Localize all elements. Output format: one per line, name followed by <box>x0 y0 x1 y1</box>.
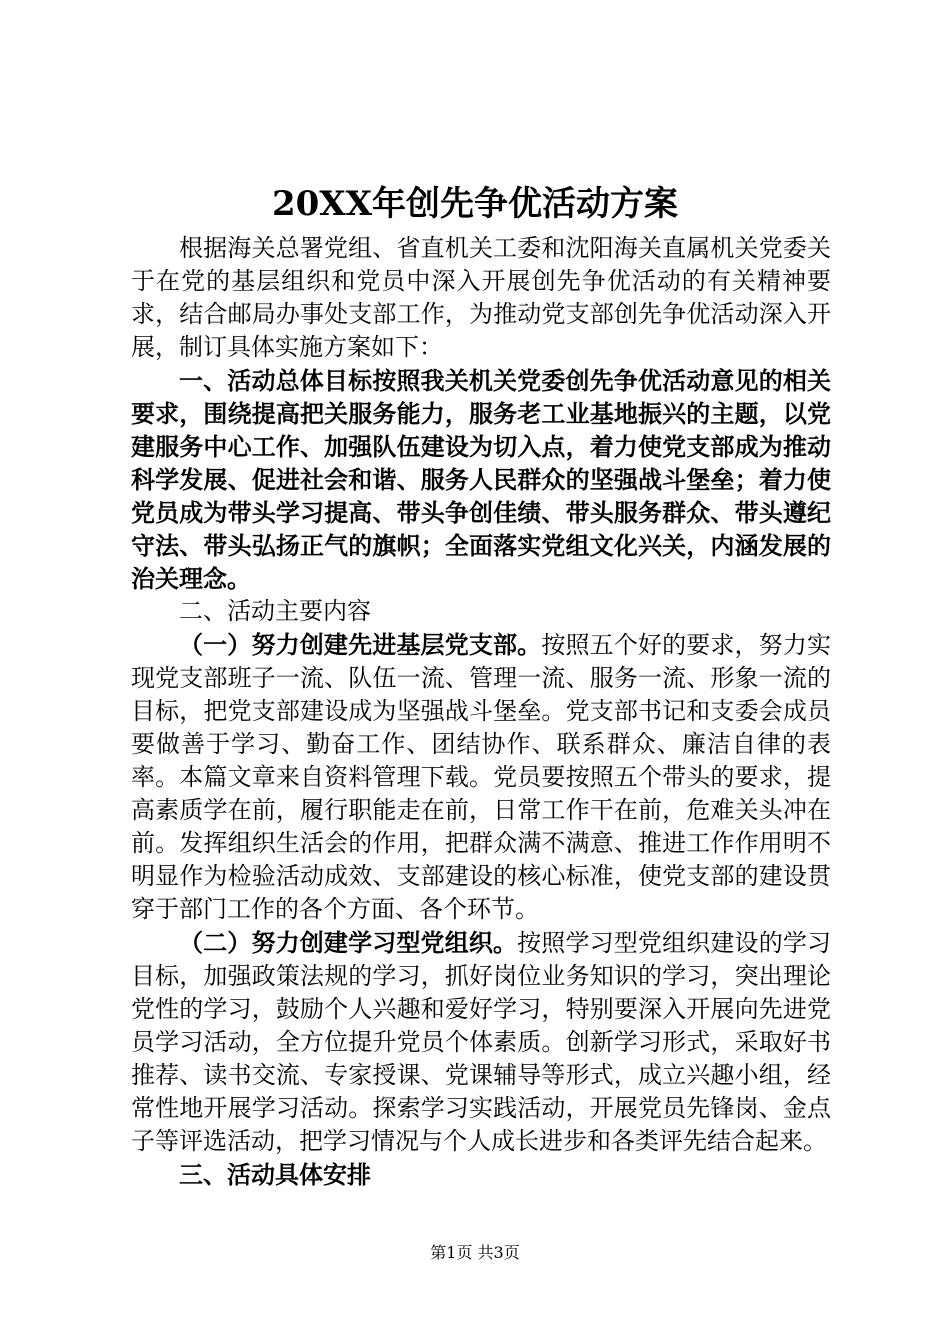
subsection-2-text: 按照学习型党组织建设的学习目标，加强政策法规的学习，抓好岗位业务知识的学习，突出理论党性的学习，鼓励个人兴趣和爱好学习，特别要深入开展向先进党员学习活动，全方位提升党员个体素质。创新学习形式，采取好书推荐、读书交流、专家授课、党课辅导等形式，成立兴趣小组，经常性地开展学习活动。探索学习实践活动，开展党员先锋岗、金点子等评选活动，把学习情况与个人成长进步和各类评先结合起来。 <box>131 929 832 1155</box>
section-2-heading: 二、活动主要内容 <box>179 597 371 625</box>
subsection-2-paragraph <box>131 926 831 1158</box>
subsection-1-text: 按照五个好的要求，努力实现党支部班子一流、队伍一流、管理一流、服务一流、形象一流的目标，把党支部建设成为坚强战斗堡垒。党支部书记和支委会成员要做善于学习、勤奋工作、团结协作、联系群众、廉洁自律的表率。本篇文章来自资料管理下载。党员要按照五个带头的要求，提高素质学在前，履行职能走在前，日常工作干在前，危难关头冲在前。发挥组织生活会的作用，把群众满不满意、推进工作作用明不明显作为检验活动成效、支部建设的核心标准，使党支部的建设贯穿于部门工作的各个方面、各个环节。 <box>131 631 832 923</box>
section-1-paragraph: 一、活动总体目标按照我关机关党委创先争优活动意见的相关要求，围绕提高把关服务能力，服务老工业基地振兴的主题，以党建服务中心工作、加强队伍建设为切入点，着力使党支部成为推动科学发展、促进社会和谐、服务人民群众的坚强战斗堡垒；着力使党员成为带头学习提高、带头争创佳绩、带头服务群众、带头遵纪守法、带头弘扬正气的旗帜；全面落实党组文化兴关，内涵发展的治关理念。 <box>131 366 831 593</box>
intro-paragraph: 根据海关总署党组、省直机关工委和沈阳海关直属机关党委关于在党的基层组织和党员中深入开展创先争优活动的有关精神要求，结合邮局办事处支部工作，为推动党支部创先争优活动深入开展，制订具体实施方案如下： <box>131 234 831 361</box>
subsection-2-heading: （二）努力创建学习型党组织。 <box>179 928 518 957</box>
subsection-1-heading: （一）努力创建先进基层党支部。 <box>179 630 542 659</box>
section-3-heading: 三、活动具体安排 <box>179 1160 371 1189</box>
page-footer: 第1页 共3页 <box>430 1243 520 1262</box>
document-body <box>131 232 831 1191</box>
subsection-1-paragraph <box>131 628 831 926</box>
document-title: 20XX年创先争优活动方案 <box>271 184 679 224</box>
